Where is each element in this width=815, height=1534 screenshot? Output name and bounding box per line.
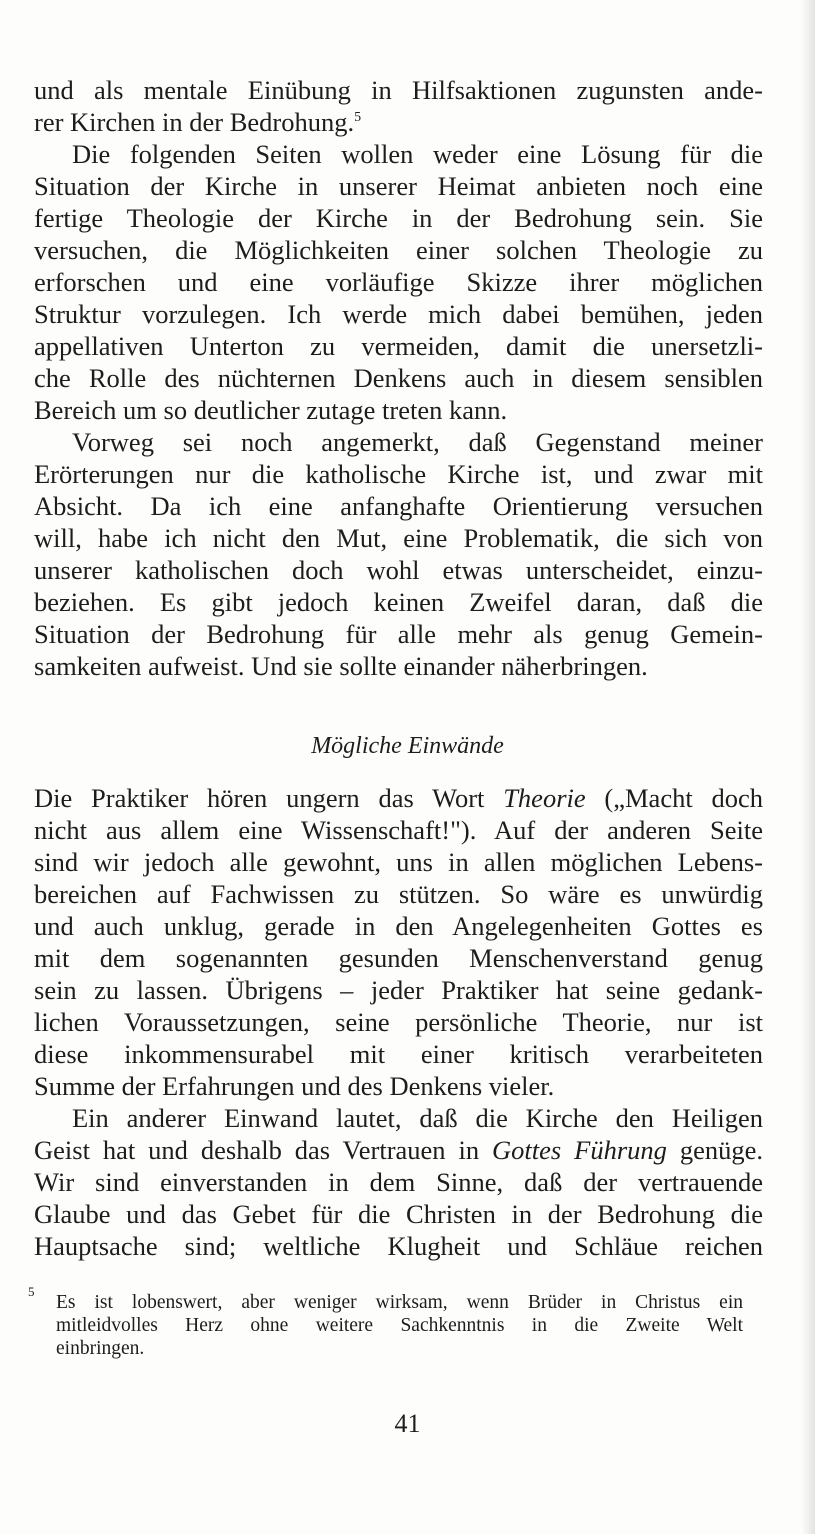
body-line: unserer katholischen doch wohl etwas unterscheidet, einzu-	[34, 555, 763, 585]
body-line: rer Kirchen in der Bedrohung.$^5$	[34, 107, 362, 137]
body-line: sind wir jedoch alle gewohnt, uns in allen möglichen Lebens-	[34, 847, 763, 877]
body-line: Die folgenden Seiten wollen weder eine Lösung für die	[72, 139, 763, 169]
body-line: will, habe ich nicht den Mut, eine Problematik, die sich von	[34, 523, 763, 553]
body-line: Erörterungen nur die katholische Kirche ist, und zwar mit	[34, 459, 763, 489]
body-line: fertige Theologie der Kirche in der Bedrohung sein. Sie	[34, 203, 763, 233]
body-line: appellativen Unterton zu vermeiden, damit die unersetzli-	[34, 331, 763, 361]
section-heading: Mögliche Einwände	[311, 733, 504, 759]
body-line: sein zu lassen. Übrigens – jeder Praktiker hat seine gedank-	[34, 975, 763, 1005]
body-line: und auch unklug, gerade in den Angelegenheiten Gottes es	[34, 911, 763, 941]
footnote-line: Es ist lobenswert, aber weniger wirksam, wenn Brüder in Christus ein	[56, 1292, 743, 1313]
body-line: Ein anderer Einwand lautet, daß die Kirche den Heiligen	[72, 1103, 763, 1133]
body-line: Bereich um so deutlicher zutage treten kann.	[34, 395, 508, 425]
body-line: Glaube und das Gebet für die Christen in der Bedrohung die	[34, 1199, 763, 1229]
body-line: versuchen, die Möglichkeiten einer solchen Theologie zu	[34, 235, 763, 265]
body-line: und als mentale Einübung in Hilfsaktionen zugunsten ande-	[34, 75, 763, 105]
body-line: Situation der Bedrohung für alle mehr als genug Gemein-	[34, 619, 763, 649]
body-line: Geist hat und deshalb das Vertrauen in Gottes Führung genüge.	[34, 1135, 763, 1165]
body-line: Struktur vorzulegen. Ich werde mich dabei bemühen, jeden	[34, 299, 763, 329]
footnote-reference: 5	[354, 110, 362, 126]
footnote-line: einbringen.	[56, 1338, 145, 1359]
body-line: Vorweg sei noch angemerkt, daß Gegenstand meiner	[72, 427, 763, 457]
body-line: samkeiten aufweist. Und sie sollte einander näherbringen.	[34, 651, 648, 681]
body-line: bereichen auf Fachwissen zu stützen. So wäre es unwürdig	[34, 879, 763, 909]
body-line: Absicht. Da ich eine anfanghafte Orientierung versuchen	[34, 491, 763, 521]
body-line: Die Praktiker hören ungern das Wort Theorie („Macht doch	[34, 783, 763, 813]
page-number: 41	[394, 1409, 421, 1438]
body-line: Wir sind einverstanden in dem Sinne, daß der vertrauende	[34, 1167, 763, 1197]
emphasis-text: Theorie	[503, 783, 586, 813]
footnote-line: mitleidvolles Herz ohne weitere Sachkenntnis in die Zweite Welt	[56, 1315, 743, 1336]
body-line: che Rolle des nüchternen Denkens auch in diesem sensiblen	[34, 363, 763, 393]
footnote-marker: 5	[28, 1284, 35, 1299]
body-line: erforschen und eine vorläufige Skizze ihrer möglichen	[34, 267, 763, 297]
body-line: Summe der Erfahrungen und des Denkens vieler.	[34, 1071, 555, 1101]
body-line: mit dem sogenannten gesunden Menschenverstand genug	[34, 943, 763, 973]
body-line: beziehen. Es gibt jedoch keinen Zweifel daran, daß die	[34, 587, 763, 617]
body-line: Hauptsache sind; weltliche Klugheit und Schläue reichen	[34, 1231, 763, 1261]
emphasis-text: Gottes Führung	[492, 1135, 667, 1165]
body-line: Situation der Kirche in unserer Heimat anbieten noch eine	[34, 171, 763, 201]
body-line: lichen Voraussetzungen, seine persönliche Theorie, nur ist	[34, 1007, 763, 1037]
body-line: diese inkommensurabel mit einer kritisch verarbeiteten	[34, 1039, 763, 1069]
body-line: nicht aus allem eine Wissenschaft!"). Auf der anderen Seite	[34, 815, 763, 845]
page-edge-shadow	[801, 0, 815, 1534]
